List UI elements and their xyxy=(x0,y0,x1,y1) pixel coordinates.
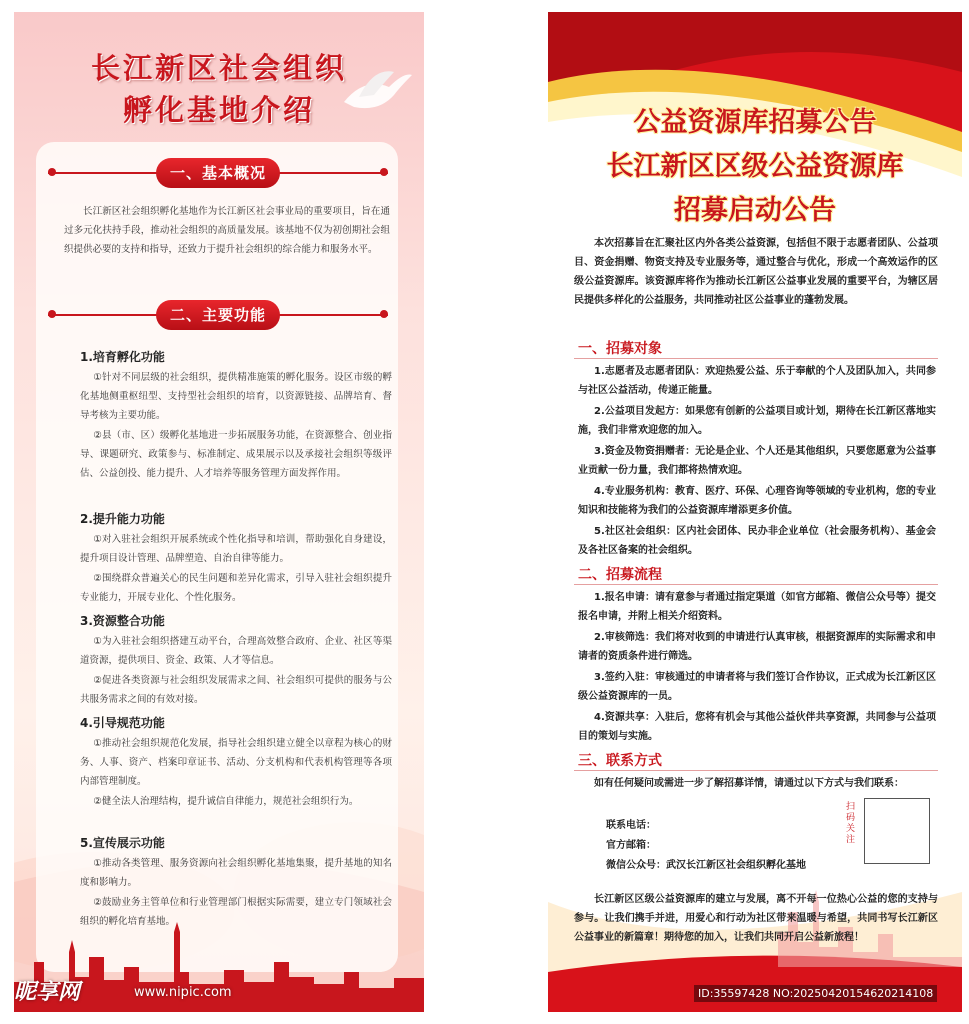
section-header-overview xyxy=(48,158,388,188)
function-paragraph: ②促进各类资源与社会组织发展需求之间、社会组织可提供的服务与公共服务需求之间的有效对接。 xyxy=(80,675,392,705)
right-poster xyxy=(548,12,962,1012)
qr-label: 扫码关注 xyxy=(846,802,856,845)
function-paragraph: ②健全法人治理结构，提升诚信自律能力，规范社会组织行为。 xyxy=(93,796,359,807)
divider xyxy=(574,358,938,359)
process-item: 2.审核筛选：我们将对收到的申请进行认真审核，根据资源库的实际需求和申请者的资质条件进行筛选。 xyxy=(578,632,936,662)
left-poster xyxy=(14,12,424,1012)
recruit-heading: 三、联系方式 xyxy=(578,753,662,769)
recruit-item: 3.资金及物资捐赠者：无论是企业、个人还是其他组织，只要您愿意为公益事业贡献一份力量，我们都将热情欢迎。 xyxy=(578,446,936,476)
function-title: 5.宣传展示功能 xyxy=(80,836,165,850)
image-id-watermark: ID:35597428 NO:20250420154620214108 xyxy=(694,985,937,1002)
recruit-intro: 本次招募旨在汇聚社区内外各类公益资源，包括但不限于志愿者团队、公益项目、资金捐赠、物资支持及专业服务等，通过整合与优化，形成一个高效运作的区级公益资源库。该资源库将作为推动长江新区公益事业发展的重要平台，为辖区居民提供多样化的公益服务，共同推动社区公益事业的蓬勃发展。 xyxy=(574,238,938,306)
right-title-line2: 长江新区区级公益资源库 xyxy=(606,151,904,182)
right-title-line3: 招募启动公告 xyxy=(674,195,836,226)
recruit-item: 1.志愿者及志愿者团队：欢迎热爱公益、乐于奉献的个人及团队加入，共同参与社区公益活动，传递正能量。 xyxy=(578,366,936,396)
left-title-line2: 孵化基地介绍 xyxy=(122,93,315,127)
recruit-item: 2.公益项目发起方：如果您有创新的公益项目或计划，期待在长江新区落地实施，我们非常欢迎您的加入。 xyxy=(578,406,936,436)
section-header-functions xyxy=(48,300,388,330)
contact-intro: 如有任何疑问或需进一步了解招募详情，请通过以下方式与我们联系： xyxy=(594,778,904,789)
function-paragraph: ②县（市、区）级孵化基地进一步拓展服务功能，在资源整合、创业指导、课题研究、政策参与、标准制定、成果展示以及承接社会组织等级评估、公益创投、能力提升、人才培养等服务管理方面发挥作用。 xyxy=(80,430,392,479)
function-paragraph: ①推动社会组织规范化发展，指导社会组织建立健全以章程为核心的财务、人事、资产、档案印章证书、活动、分支机构和代表机构管理等各项内部管理制度。 xyxy=(80,738,392,787)
function-paragraph: ②鼓励业务主管单位和行业管理部门根据实际需要，建立专门领域社会组织的孵化培育基地。 xyxy=(80,897,392,927)
function-title: 1.培育孵化功能 xyxy=(80,350,165,364)
qr-code-placeholder xyxy=(864,798,930,864)
recruit-heading: 二、招募流程 xyxy=(578,567,662,583)
function-paragraph: ①推动各类管理、服务资源向社会组织孵化基地集聚，提升基地的知名度和影响力。 xyxy=(80,858,392,888)
section-title: 一、基本概况 xyxy=(156,158,280,188)
contact-email: 官方邮箱： xyxy=(606,840,656,851)
function-title: 3.资源整合功能 xyxy=(80,614,165,628)
contact-wechat: 微信公众号：武汉长江新区社会组织孵化基地 xyxy=(606,860,806,871)
function-paragraph: ①针对不同层级的社会组织，提供精准施策的孵化服务。设区市级的孵化基地侧重枢纽型、支持型社会组织的培育，以资源链接、品牌培育、督导考核为主要功能。 xyxy=(80,372,392,421)
function-paragraph: ②围绕群众普遍关心的民生问题和差异化需求，引导入驻社会组织提升专业能力，开展专业化、个性化服务。 xyxy=(80,573,392,603)
watermark-url: www.nipic.com xyxy=(134,985,232,1000)
process-item: 4.资源共享：入驻后，您将有机会与其他公益伙伴共享资源，共同参与公益项目的策划与实施。 xyxy=(578,712,936,742)
recruit-heading: 一、招募对象 xyxy=(578,341,662,357)
intro-text: 长江新区社会组织孵化基地作为长江新区社会事业局的重要项目，旨在通过多元化扶持手段，推动社会组织的高质量发展。该基地不仅为初创期社会组织提供必要的支持和指导，还致力于提升社会组织的综合能力和服务水平。 xyxy=(64,206,390,255)
section-title: 二、主要功能 xyxy=(156,300,280,330)
function-title: 2.提升能力功能 xyxy=(80,512,165,526)
right-title-line1: 公益资源库招募公告 xyxy=(633,107,877,138)
process-item: 3.签约入驻：审核通过的申请者将与我们签订合作协议，正式成为长江新区区级公益资源库的一员。 xyxy=(578,672,936,702)
function-paragraph: ①对入驻社会组织开展系统或个性化指导和培训，帮助强化自身建设，提升项目设计管理、品牌塑造、自治自律等能力。 xyxy=(80,534,392,564)
recruit-item: 5.社区社会组织：区内社会团体、民办非企业单位（社会服务机构）、基金会及各社区备案的社会组织。 xyxy=(578,526,936,556)
function-paragraph: ①为入驻社会组织搭建互动平台，合理高效整合政府、企业、社区等渠道资源，提供项目、资金、政策、人才等信息。 xyxy=(80,636,392,666)
left-title-line1: 长江新区社会组织 xyxy=(90,51,347,85)
divider xyxy=(574,584,938,585)
contact-phone: 联系电话： xyxy=(606,820,656,831)
process-item: 1.报名申请：请有意参与者通过指定渠道（如官方邮箱、微信公众号等）提交报名申请，并附上相关介绍资料。 xyxy=(578,592,936,622)
watermark-logo: 昵享网 xyxy=(14,980,81,1005)
divider xyxy=(574,770,938,771)
closing-text: 长江新区区级公益资源库的建立与发展，离不开每一位热心公益的您的支持与参与。让我们携手并进，用爱心和行动为社区带来温暖与希望，共同书写长江新区公益事业的新篇章！期待您的加入，让我们共同开启公益新旅程！ xyxy=(574,894,938,943)
recruit-item: 4.专业服务机构：教育、医疗、环保、心理咨询等领域的专业机构，您的专业知识和技能将为我们的公益资源库增添更多价值。 xyxy=(578,486,936,516)
function-title: 4.引导规范功能 xyxy=(80,716,165,730)
